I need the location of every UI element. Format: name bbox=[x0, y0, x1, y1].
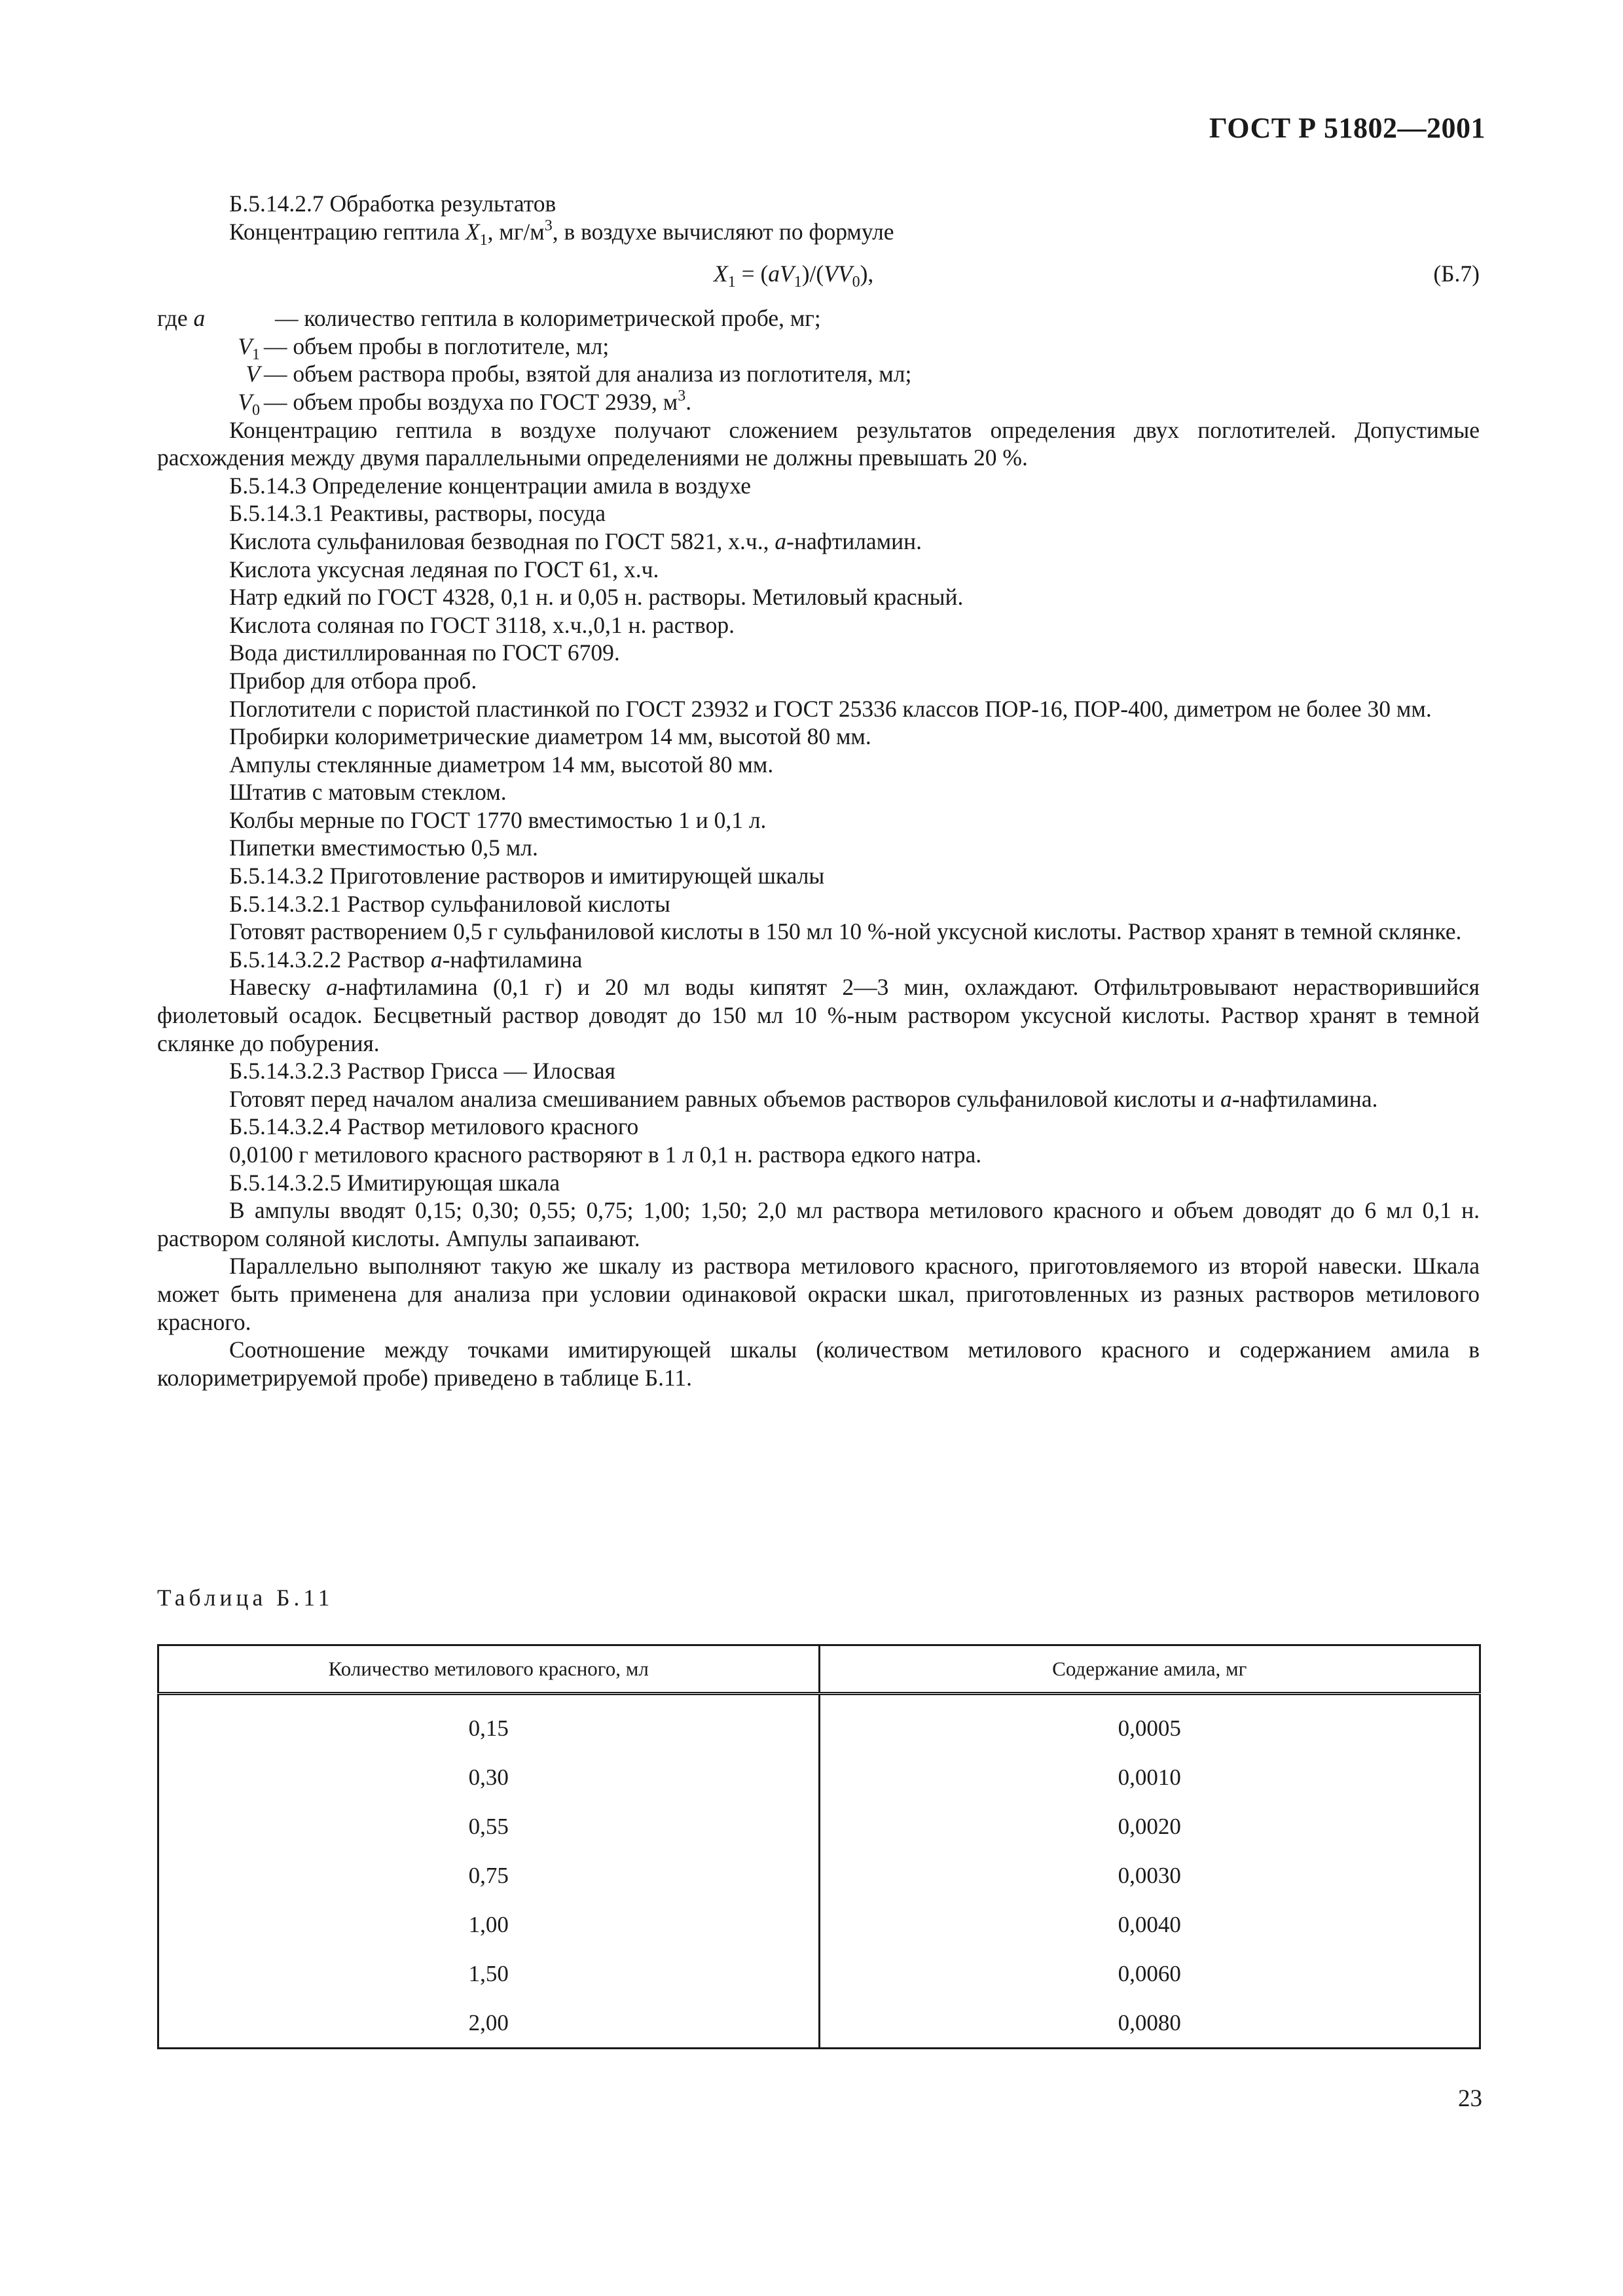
document-code: ГОСТ Р 51802—2001 bbox=[1209, 112, 1486, 144]
formula-intro: Концентрацию гептила $X_1$, $мг/м^3$, в воздухе вычисляют по формуле bbox=[229, 217, 894, 249]
section-heading: Б.5.14.3.2 Приготовление растворов и имитирующей шкалы bbox=[229, 863, 825, 889]
paragraph: Пипетки вместимостью 0,5 мл. bbox=[229, 834, 538, 861]
formula-b7 bbox=[157, 245, 1480, 304]
section-heading-results: Б.5.14.2.7 Обработка результатов bbox=[229, 190, 556, 217]
table-row bbox=[158, 1900, 1480, 1949]
table-row bbox=[158, 1802, 1480, 1851]
paragraph: Кислота соляная по ГОСТ 3118, х.ч.,0,1 н. раствор. bbox=[229, 611, 735, 638]
definition-row: $V_1$ — объем пробы в поглотителе, мл; bbox=[238, 332, 610, 363]
paragraph: Прибор для отбора проб. bbox=[229, 667, 477, 694]
section-heading: Б.5.14.3.2.2 Раствор a-нафтиламина bbox=[229, 946, 583, 973]
section-heading: Б.5.14.3.2.1 Раствор сульфаниловой кислоты bbox=[229, 890, 670, 917]
table-row bbox=[158, 1998, 1480, 2049]
paragraph: Параллельно выполняют такую же шкалу из раствора метилового красного, приготовляемого из второй навески. Шкала может быть применена для анализа при условии одинаковой окраски шкал, приготовленных из разных растворов метилового красного. bbox=[157, 1253, 1480, 1335]
column-header: Содержание амила, мг bbox=[819, 1645, 1480, 1694]
section-heading: Б.5.14.3.1 Реактивы, растворы, посуда bbox=[229, 500, 606, 527]
column-header: Количество метилового красного, мл bbox=[158, 1645, 820, 1694]
section-heading: Б.5.14.3.2.4 Раствор метилового красного bbox=[229, 1113, 639, 1140]
formula-definitions bbox=[157, 304, 1480, 419]
definition-row: $V_0$ — объем пробы воздуха по ГОСТ 2939, $м^3$. bbox=[238, 387, 692, 419]
page-number: 23 bbox=[1458, 2085, 1482, 2112]
paragraph: Навеску a-нафтиламина (0,1 г) и 20 мл воды кипятят 2—3 мин, охлаждают. Отфильтровывают нерастворившийся фиолетовый осадок. Бесцветный раствор доводят до 150 мл 10 %-ным раствором уксусной кислоты. Раствор хранят в темной склянке до побурения. bbox=[157, 974, 1480, 1056]
table-cell: 2,00 bbox=[158, 1998, 820, 2049]
paragraph: 0,0100 г метилового красного растворяют в 1 л 0,1 н. раствора едкого натра. bbox=[229, 1141, 982, 1168]
paragraph: Штатив с матовым стеклом. bbox=[229, 779, 507, 806]
section-heading: Б.5.14.3 Определение концентрации амила в воздухе bbox=[229, 472, 752, 499]
table-cell: 0,0060 bbox=[819, 1949, 1480, 1998]
section-heading: Б.5.14.3.2.3 Раствор Грисса — Илосвая bbox=[229, 1058, 615, 1085]
table-b11 bbox=[157, 1644, 1481, 2049]
table-row bbox=[158, 1694, 1480, 1753]
table-cell: 0,0010 bbox=[819, 1753, 1480, 1802]
table-cell: 0,0030 bbox=[819, 1851, 1480, 1900]
table-cell: 1,00 bbox=[158, 1900, 820, 1949]
table-row bbox=[158, 1949, 1480, 1998]
paragraph: Пробирки колориметрические диаметром 14 мм, высотой 80 мм. bbox=[229, 723, 871, 750]
table-cell: 0,30 bbox=[158, 1753, 820, 1802]
paragraph: Ампулы стеклянные диаметром 14 мм, высотой 80 мм. bbox=[229, 751, 774, 778]
table-cell: 0,0080 bbox=[819, 1998, 1480, 2049]
paragraph: Вода дистиллированная по ГОСТ 6709. bbox=[229, 639, 620, 666]
section-heading: Б.5.14.3.2.5 Имитирующая шкала bbox=[229, 1169, 560, 1196]
paragraph: Готовят перед началом анализа смешиванием равных объемов растворов сульфаниловой кислоты и a-нафтиламина. bbox=[229, 1085, 1378, 1112]
definition-row: V — объем раствора пробы, взятой для анализа из поглотителя, мл; bbox=[246, 361, 912, 387]
table-cell: 0,15 bbox=[158, 1694, 820, 1753]
formula-number: (Б.7) bbox=[1433, 260, 1480, 287]
formula-expression: $X_1 = (aV_1)/(VV_0)$, bbox=[714, 260, 874, 291]
paragraph: В ампулы вводят 0,15; 0,30; 0,55; 0,75; 1,00; 1,50; 2,0 мл раствора метилового красного и объем доводят до 6 мл 0,1 н. раствором соляной кислоты. Ампулы запаивают. bbox=[157, 1197, 1480, 1251]
table-cell: 0,0020 bbox=[819, 1802, 1480, 1851]
paragraph: Поглотители с пористой пластинкой по ГОСТ 23932 и ГОСТ 25336 классов ПОР-16, ПОР-400, диметром не более 30 мм. bbox=[229, 695, 1432, 722]
table-cell: 1,50 bbox=[158, 1949, 820, 1998]
paragraph: Натр едкий по ГОСТ 4328, 0,1 н. и 0,05 н. растворы. Метиловый красный. bbox=[229, 584, 964, 611]
table-cell: 0,0040 bbox=[819, 1900, 1480, 1949]
table-cell: 0,55 bbox=[158, 1802, 820, 1851]
definition-row: где a — количество гептила в колориметрической пробе, мг; bbox=[157, 305, 821, 332]
table-row bbox=[158, 1851, 1480, 1900]
paragraph: Готовят растворением 0,5 г сульфаниловой кислоты в 150 мл 10 %-ной уксусной кислоты. Раствор хранят в темной склянке. bbox=[229, 918, 1462, 945]
table-caption: Таблица Б.11 bbox=[157, 1585, 334, 1611]
paragraph: Кислота сульфаниловая безводная по ГОСТ 5821, х.ч., a-нафтиламин. bbox=[229, 528, 922, 554]
table-cell: 0,0005 bbox=[819, 1694, 1480, 1753]
table-cell: 0,75 bbox=[158, 1851, 820, 1900]
paragraph: Кислота уксусная ледяная по ГОСТ 61, х.ч. bbox=[229, 556, 659, 583]
paragraph: Соотношение между точками имитирующей шкалы (количеством метилового красного и содержанием амила в колориметрируемой пробе) приведено в таблице Б.11. bbox=[157, 1336, 1480, 1391]
table-row bbox=[158, 1753, 1480, 1802]
paragraph: Концентрацию гептила в воздухе получают сложением результатов определения двух поглотителей. Допустимые расхождения между двумя параллельными определениями не должны превышать 20 %. bbox=[157, 416, 1480, 471]
document-body bbox=[157, 190, 1480, 1391]
paragraph: Колбы мерные по ГОСТ 1770 вместимостью 1 и 0,1 л. bbox=[229, 806, 767, 833]
